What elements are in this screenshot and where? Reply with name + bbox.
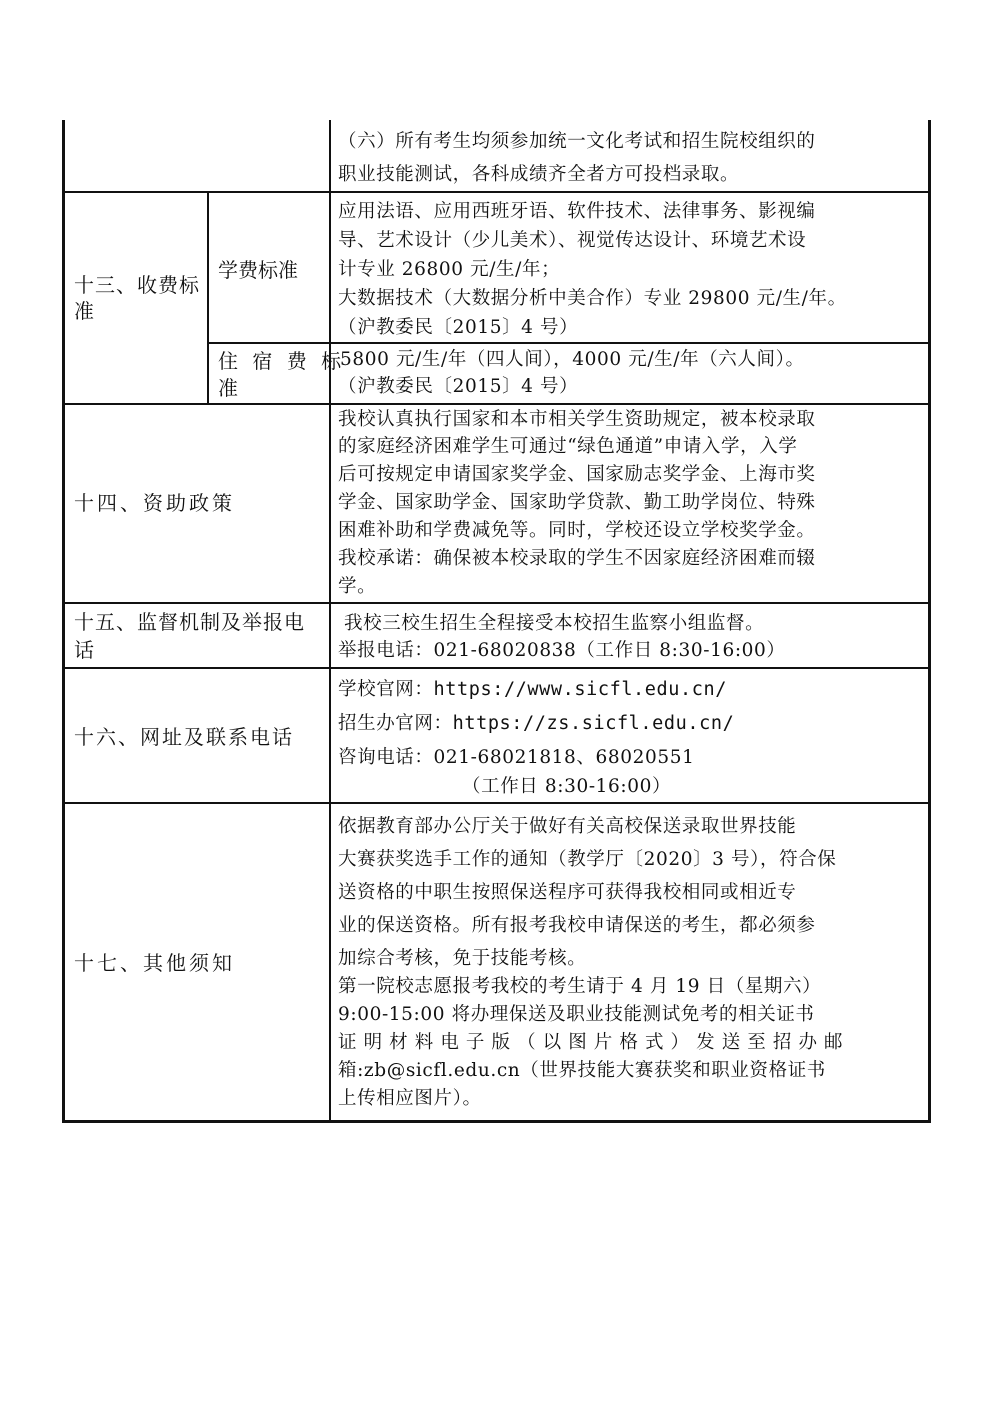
section-label: 话 bbox=[74, 638, 95, 662]
school-website-link[interactable]: https://www.sicfl.edu.cn/ bbox=[433, 679, 727, 700]
school-website-label: 学校官网： bbox=[338, 679, 434, 700]
aid-line: 我校认真执行国家和本市相关学生资助规定，被本校录取 bbox=[338, 409, 816, 430]
aid-line: 我校承诺：确保被本校录取的学生不因家庭经济困难而辍 bbox=[338, 548, 816, 569]
notes-line: 9:00-15:00 将办理保送及职业技能测试免考的相关证书 bbox=[338, 1004, 815, 1025]
housing-label: 住 宿 费 标 bbox=[218, 349, 346, 373]
notes-line: 送资格的中职生按照保送程序可获得我校相同或相近专 bbox=[338, 882, 797, 903]
subcolumn-divider bbox=[207, 192, 209, 404]
tuition-line: （沪教委民〔2015〕4 号） bbox=[338, 317, 579, 338]
content-line: 职业技能测试，各科成绩齐全者方可投档录取。 bbox=[338, 164, 740, 185]
admissions-website-label: 招生办官网： bbox=[338, 713, 453, 734]
tuition-line: 导、艺术设计（少儿美术）、视觉传达设计、环境艺术设 bbox=[338, 230, 807, 251]
housing-line: 5800 元/生/年（四人间），4000 元/生/年（六人间）。 bbox=[340, 349, 805, 370]
aid-line: 困难补助和学费减免等。同时，学校还设立学校奖学金。 bbox=[338, 520, 816, 541]
tuition-label: 学费标准 bbox=[218, 258, 298, 282]
row-divider bbox=[62, 403, 930, 405]
notes-line: 大赛获奖选手工作的通知（教学厅〔2020〕3 号），符合保 bbox=[338, 849, 837, 870]
column-divider bbox=[329, 120, 331, 1121]
row-divider bbox=[62, 802, 930, 804]
admissions-website-line bbox=[338, 712, 734, 736]
notes-line: 第一院校志愿报考我校的考生请于 4 月 19 日（星期六） bbox=[338, 976, 822, 997]
tuition-line: 大数据技术（大数据分析中美合作）专业 29800 元/生/年。 bbox=[338, 288, 847, 309]
section-label: 十四、资助政策 bbox=[74, 491, 235, 515]
aid-line: 后可按规定申请国家奖学金、国家励志奖学金、上海市奖 bbox=[338, 464, 816, 485]
notes-line: 上传相应图片）。 bbox=[338, 1088, 482, 1109]
notes-line: 加综合考核，免于技能考核。 bbox=[338, 948, 587, 969]
row-divider bbox=[62, 602, 930, 604]
section-label: 十五、监督机制及举报电 bbox=[74, 610, 305, 634]
inquiry-hours-line: （工作日 8:30-16:00） bbox=[462, 776, 672, 797]
tuition-line: 应用法语、应用西班牙语、软件技术、法律事务、影视编 bbox=[338, 201, 816, 222]
inquiry-phone-line: 咨询电话：021-68021818、68020551 bbox=[338, 747, 695, 768]
section-label: 准 bbox=[74, 299, 95, 323]
aid-line: 学金、国家助学金、国家助学贷款、勤工助学岗位、特殊 bbox=[338, 492, 816, 513]
admissions-website-link[interactable]: https://zs.sicfl.edu.cn/ bbox=[452, 713, 735, 734]
row-divider bbox=[207, 342, 930, 344]
row-divider bbox=[62, 667, 930, 669]
school-website-line bbox=[338, 678, 727, 702]
notes-email-line: 箱:zb@sicfl.edu.cn（世界技能大赛获奖和职业资格证书 bbox=[338, 1060, 826, 1081]
notes-line: 依据教育部办公厅关于做好有关高校保送录取世界技能 bbox=[338, 816, 797, 837]
supervision-line: 我校三校生招生全程接受本校招生监察小组监督。 bbox=[344, 613, 765, 634]
aid-line: 的家庭经济困难学生可通过“绿色通道”申请入学，入学 bbox=[338, 436, 798, 457]
section-label: 十六、网址及联系电话 bbox=[74, 725, 294, 749]
notes-line: 业的保送资格。所有报考我校申请保送的考生，都必须参 bbox=[338, 915, 816, 936]
row-divider bbox=[62, 191, 930, 193]
report-phone-line: 举报电话：021-68020838（工作日 8:30-16:00） bbox=[338, 640, 786, 661]
section-label: 十三、收费标 bbox=[74, 273, 200, 297]
section-label: 十七、其他须知 bbox=[74, 951, 235, 975]
aid-line: 学。 bbox=[338, 576, 377, 597]
notes-line: 证 明 材 料 电 子 版 （ 以 图 片 格 式 ） 发 送 至 招 办 邮 bbox=[338, 1032, 844, 1053]
table-border-bottom bbox=[62, 1120, 931, 1123]
housing-label: 准 bbox=[218, 376, 238, 400]
table-border-left bbox=[62, 120, 65, 1123]
content-line: （六）所有考生均须参加统一文化考试和招生院校组织的 bbox=[338, 131, 816, 152]
tuition-line: 计专业 26800 元/生/年； bbox=[338, 259, 561, 280]
table-border-right bbox=[928, 120, 931, 1123]
housing-line: （沪教委民〔2015〕4 号） bbox=[338, 376, 579, 397]
